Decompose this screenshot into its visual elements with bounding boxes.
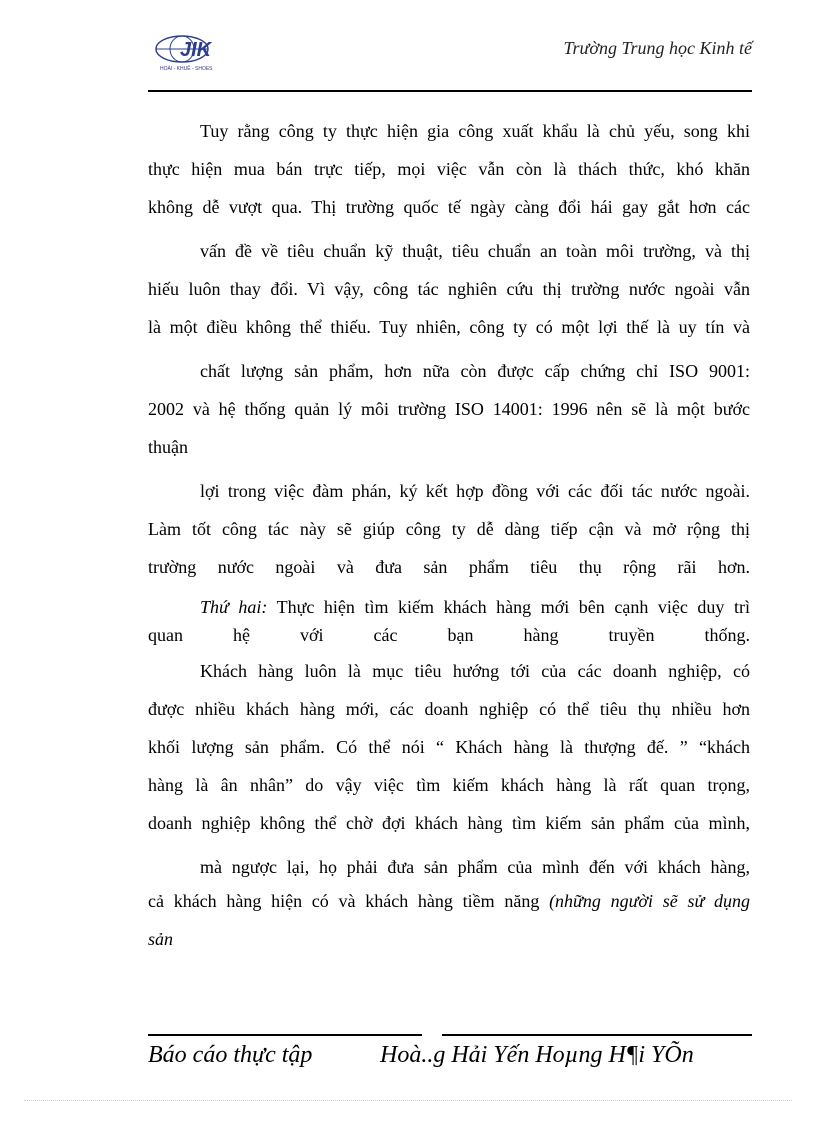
emphasis-text: (những người sẽ sử dụng xyxy=(549,891,750,911)
page-header xyxy=(148,30,752,92)
text-line: mà ngược lại, họ phải đưa sản phẩm của mình đến với khách hàng, xyxy=(200,857,750,877)
text-line: Khách hàng luôn là mục tiêu hướng tới của các doanh nghiệp, có xyxy=(200,661,750,681)
text-line xyxy=(148,924,750,954)
text-line: là một điều không thể thiếu. Tuy nhiên, công ty có một lợi thế là uy tín và xyxy=(148,317,750,337)
company-logo-icon xyxy=(152,32,220,72)
text-line: thực hiện mua bán trực tiếp, mọi việc vẫn còn là thách thức, khó khăn xyxy=(148,159,750,179)
page-edge-divider xyxy=(24,1100,792,1101)
school-name: Trường Trung học Kinh tế xyxy=(563,38,752,58)
report-label: Báo cáo thực tập xyxy=(148,1042,313,1068)
text-line: doanh nghiệp không thể chờ đợi khách hàng tìm kiếm sản phẩm của mình, xyxy=(148,813,750,833)
text-line: hàng là ân nhân” do vậy việc tìm kiếm khách hàng là rất quan trọng, xyxy=(148,775,750,795)
emphasis-text: sản xyxy=(148,929,174,949)
text-line: Tuy rằng công ty thực hiện gia công xuất khẩu là chủ yếu, song khi xyxy=(200,121,750,141)
text-line: quan hệ với các bạn hàng truyền thống. xyxy=(148,625,750,645)
text-line: thuận xyxy=(148,437,188,457)
text-line xyxy=(148,592,750,622)
text-line: 2002 và hệ thống quản lý môi trường ISO 14001: 1996 nên sẽ là một bước xyxy=(148,399,750,419)
author-name: Hoà..g Hải Yến Hoµng H¶i YÕn xyxy=(380,1042,694,1068)
text-line: Làm tốt công tác này sẽ giúp công ty dễ dàng tiếp cận và mở rộng thị xyxy=(148,519,750,539)
text-line: trường nước ngoài và đưa sản phẩm tiêu thụ rộng rãi hơn. xyxy=(148,557,750,577)
text-line: chất lượng sản phẩm, hơn nữa còn được cấp chứng chỉ ISO 9001: xyxy=(200,361,750,381)
text-line: không dễ vượt qua. Thị trường quốc tế ngày càng đổi hái gay gắt hơn các xyxy=(148,197,750,217)
page-footer xyxy=(148,1034,752,1084)
text-line xyxy=(148,886,750,916)
text-line: hiếu luôn thay đổi. Vì vậy, công tác nghiên cứu thị trường nước ngoài vẫn xyxy=(148,279,750,299)
header-divider xyxy=(148,90,752,92)
footer-divider-left xyxy=(148,1034,422,1036)
text-span: cả khách hàng hiện có và khách hàng tiềm năng xyxy=(148,891,550,911)
svg-text:JIK: JIK xyxy=(180,39,212,61)
text-line: lợi trong việc đàm phán, ký kết hợp đồng với các đối tác nước ngoài. xyxy=(200,481,750,501)
svg-text:HOÀI - KHUÊ - SHOES: HOÀI - KHUÊ - SHOES xyxy=(160,66,213,72)
text-line: khối lượng sản phẩm. Có thể nói “ Khách hàng là thượng đế. ” “khách xyxy=(148,737,750,757)
text-line: vấn đề về tiêu chuẩn kỹ thuật, tiêu chuẩn an toàn môi trường, và thị xyxy=(200,241,750,261)
text-line: được nhiều khách hàng mới, các doanh nghiệp có thể tiêu thụ nhiều hơn xyxy=(148,699,750,719)
footer-divider-right xyxy=(442,1034,752,1036)
emphasis-text: Thứ hai: xyxy=(200,597,268,617)
text-span: Thực hiện tìm kiếm khách hàng mới bên cạnh việc duy trì xyxy=(267,597,750,617)
